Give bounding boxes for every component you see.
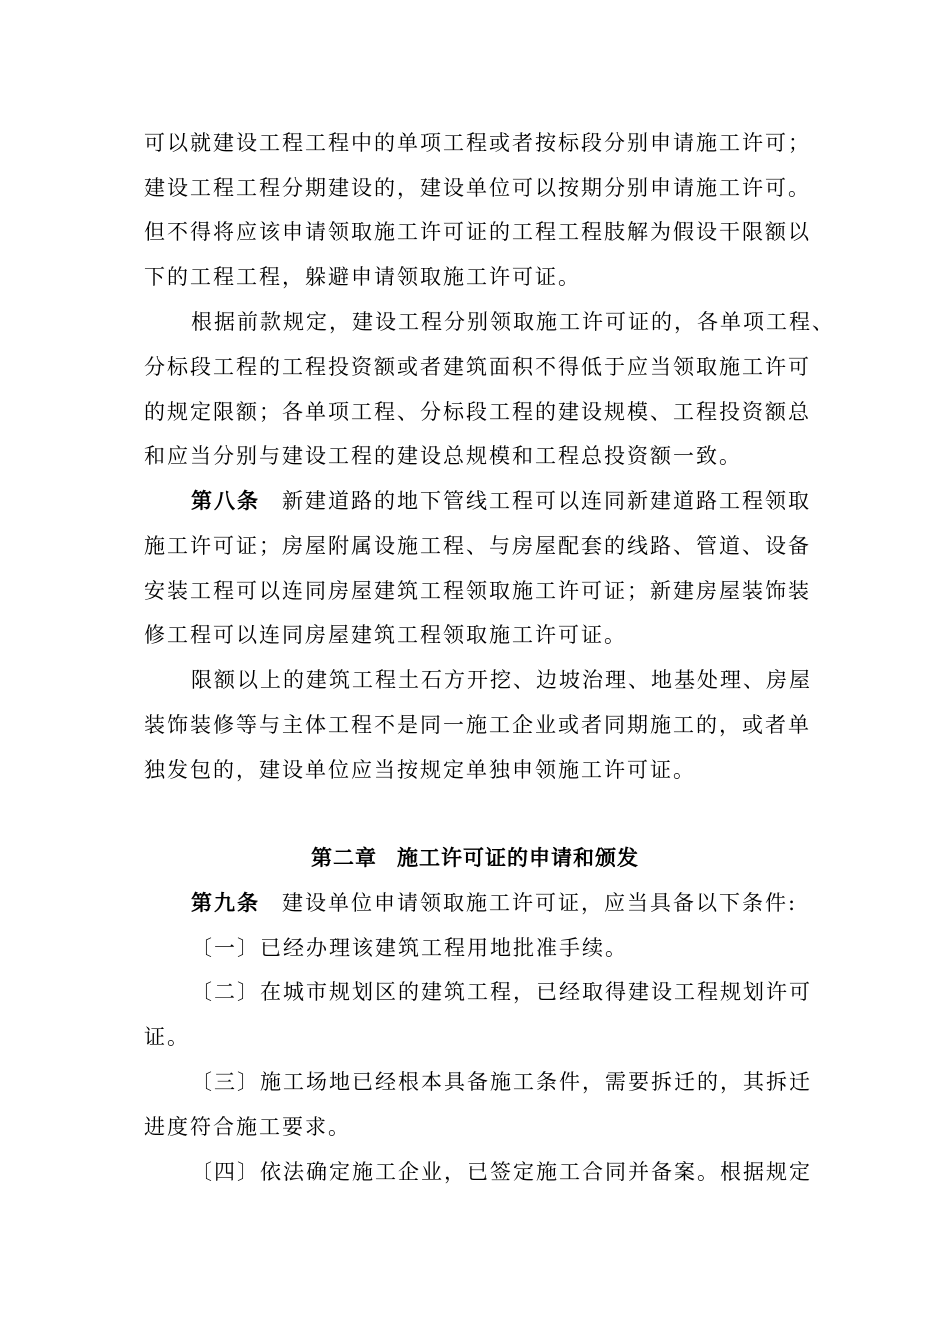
text-line: 独发包的，建设单位应当按规定单独申领施工许可证。	[144, 758, 696, 782]
text-line: 但不得将应该申请领取施工许可证的工程工程肢解为假设干限额以	[144, 220, 811, 244]
article-9-first-line	[191, 888, 797, 918]
text-line: 建设单位申请领取施工许可证，应当具备以下条件:	[282, 891, 798, 915]
list-item: 〔四〕依法确定施工企业，已签定施工合同并备案。根据规定	[191, 1160, 812, 1184]
text-line: 安装工程可以连同房屋建筑工程领取施工许可证；新建房屋装饰装	[144, 579, 811, 603]
text-line: 分标段工程的工程投资额或者建筑面积不得低于应当领取施工许可	[144, 355, 811, 379]
list-item: 〔一〕已经办理该建筑工程用地批准手续。	[191, 936, 628, 960]
text-line: 限额以上的建筑工程土石方开挖、边坡治理、地基处理、房屋	[191, 668, 812, 692]
chapter-title: 施工许可证的申请和颁发	[397, 846, 639, 870]
article-8-heading: 第八条	[191, 489, 260, 513]
article-9-heading: 第九条	[191, 891, 260, 915]
article-8-first-line	[191, 486, 811, 516]
chapter-number: 第二章	[311, 846, 377, 870]
text-line: 和应当分别与建设工程的建设总规模和工程总投资额一致。	[144, 444, 742, 468]
text-line: 下的工程工程，躲避申请领取施工许可证。	[144, 265, 581, 289]
text-line: 装饰装修等与主体工程不是同一施工企业或者同期施工的，或者单	[144, 713, 811, 737]
text-line: 新建道路的地下管线工程可以连同新建道路工程领取	[282, 489, 811, 513]
text-line: 的规定限额；各单项工程、分标段工程的建设规模、工程投资额总	[144, 400, 811, 424]
text-line: 根据前款规定，建设工程分别领取施工许可证的，各单项工程、	[191, 310, 835, 334]
chapter-heading	[0, 843, 950, 873]
text-line: 建设工程工程分期建设的，建设单位可以按期分别申请施工许可。	[144, 176, 811, 200]
text-line: 施工许可证；房屋附属设施工程、与房屋配套的线路、管道、设备	[144, 534, 811, 558]
text-line: 可以就建设工程工程中的单项工程或者按标段分别申请施工许可；	[144, 131, 811, 155]
text-line: 证。	[144, 1025, 190, 1049]
list-item: 〔二〕在城市规划区的建筑工程，已经取得建设工程规划许可	[191, 980, 812, 1004]
list-item: 〔三〕施工场地已经根本具备施工条件，需要拆迁的，其拆迁	[191, 1070, 812, 1094]
text-line: 进度符合施工要求。	[144, 1115, 351, 1139]
text-line: 修工程可以连同房屋建筑工程领取施工许可证。	[144, 623, 627, 647]
